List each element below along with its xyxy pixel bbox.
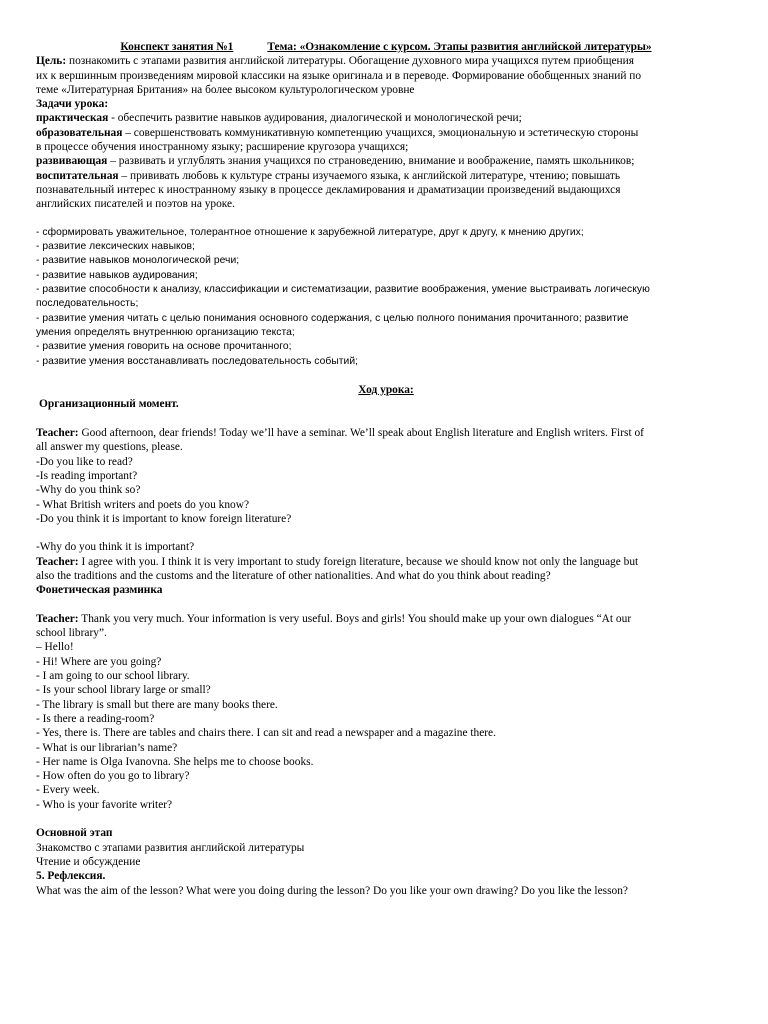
list-item: последовательность; xyxy=(36,298,139,310)
list-item: - развитие умения читать с целью понимания основного содержания, с целью полного понимания прочитанного; развитие xyxy=(36,312,629,324)
list-item: - развитие умения говорить на основе прочитанного; xyxy=(36,341,292,353)
document-title xyxy=(36,40,736,54)
list-item: - развитие навыков аудирования; xyxy=(36,269,198,281)
teacher-greeting: Teacher: Good afternoon, dear friends! Today we’ll have a seminar. We’ll speak about English literature and English writers. First of xyxy=(36,427,644,440)
main-stage-line: Чтение и обсуждение xyxy=(36,855,141,868)
dialogue-line: - Every week. xyxy=(36,784,100,797)
dialogue-line: - Who is your favorite writer? xyxy=(36,798,173,811)
task-developing: развивающая – развивать и углублять знания учащихся по страноведению, внимание и воображение, память школьников; xyxy=(36,155,635,168)
lesson-number: Конспект занятия №1 xyxy=(120,41,234,53)
list-item: - развитие умения восстанавливать последовательность событий; xyxy=(36,355,359,367)
teacher-dialogue-task: Teacher: Thank you very much. Your information is very useful. Boys and girls! You should make up your own dialogues “At our xyxy=(36,612,632,625)
org-moment-heading: Организационный момент. xyxy=(39,398,179,411)
phonetic-warmup-heading: Фонетическая разминка xyxy=(36,584,163,597)
question-item: -Why do you think it is important? xyxy=(36,541,195,554)
list-item: - развитие способности к анализу, классификации и систематизации, развитие воображения, умение выстраивать логическую xyxy=(36,284,650,296)
question-item: -Do you like to read? xyxy=(36,455,133,468)
list-item: - развитие лексических навыков; xyxy=(36,241,195,253)
list-item: - развитие навыков монологической речи; xyxy=(36,255,240,267)
dialogue-line: - Yes, there is. There are tables and chairs there. I can sit and read a newspaper and a magazine there. xyxy=(36,727,496,740)
goal-line-2: их к вершинным произведениям мировой классики на языке оригинала и в переводе. Формирование обобщенных знаний по xyxy=(36,69,642,82)
lesson-course-heading: Ход урока: xyxy=(358,384,414,397)
task-educational-cont: в процессе обучения иностранному языку; расширение кругозора учащихся; xyxy=(36,141,409,154)
teacher-label: Teacher: xyxy=(36,427,79,440)
main-stage-line: Знакомство с этапами развития английской литературы xyxy=(36,841,305,854)
dialogue-line: - Her name is Olga Ivanovna. She helps me to choose books. xyxy=(36,755,314,768)
question-item: -Do you think it is important to know foreign literature? xyxy=(36,512,292,525)
teacher-reply-cont: also the traditions and the customs and the literature of other nationalities. And what do you think about reading? xyxy=(36,569,551,582)
goal-line-3: теме «Литературная Британия» на более высоком культурологическом уровне xyxy=(36,83,415,96)
task-upbringing-cont-2: английских писателей и поэтов на уроке. xyxy=(36,198,235,211)
question-item: - What British writers and poets do you know? xyxy=(36,498,250,511)
dialogue-line: – Hello! xyxy=(36,641,74,654)
dialogue-line: - How often do you go to library? xyxy=(36,770,190,783)
task-educational: образовательная – совершенствовать коммуникативную компетенцию учащихся, эмоциональную и эстетическую стороны xyxy=(36,126,639,139)
teacher-reply: Teacher: I agree with you. I think it is very important to study foreign literature, because we should know not only the language but xyxy=(36,555,639,568)
dialogue-line: - What is our librarian’s name? xyxy=(36,741,178,754)
dialogue-line: - Hi! Where are you going? xyxy=(36,655,162,668)
tasks-heading: Задачи урока: xyxy=(36,98,109,111)
task-practical: практическая - обеспечить развитие навыков аудирования, диалогической и монологической речи; xyxy=(36,112,522,125)
lesson-topic: Тема: «Ознакомление с курсом. Этапы развития английской литературы» xyxy=(267,41,652,53)
teacher-label: Teacher: xyxy=(36,612,79,625)
reflection-text: What was the aim of the lesson? What were you doing during the lesson? Do you like your own drawing? Do you like the lesson? xyxy=(36,884,628,897)
list-item: - сформировать уважительное, толерантное отношение к зарубежной литературе, друг к другу, к мнению других; xyxy=(36,226,584,238)
skills-list xyxy=(36,226,736,369)
lesson-plan-document xyxy=(36,40,736,898)
teacher-greeting-cont: all answer my questions, please. xyxy=(36,441,183,454)
teacher-label: Teacher: xyxy=(36,555,79,568)
dialogue xyxy=(36,640,736,812)
dialogue-line: - Is your school library large or small? xyxy=(36,684,211,697)
question-item: -Is reading important? xyxy=(36,469,138,482)
dialogue-line: - Is there a reading-room? xyxy=(36,712,155,725)
main-stage-heading: Основной этап xyxy=(36,827,113,840)
reflection-heading: 5. Рефлексия. xyxy=(36,870,106,883)
dialogue-line: - The library is small but there are many books there. xyxy=(36,698,278,711)
task-upbringing: воспитательная – прививать любовь к культуре страны изучаемого языка, к английской литературе, чтению; повышать xyxy=(36,169,621,182)
goal-label: Цель: xyxy=(36,55,67,68)
task-upbringing-cont-1: познавательный интерес к иностранному языку в процессе декламирования и драматизации произведений выдающихся xyxy=(36,183,621,196)
dialogue-line: - I am going to our school library. xyxy=(36,670,190,683)
goal-line-1: Цель: познакомить с этапами развития английской литературы. Обогащение духовного мира учащихся путем приобщения xyxy=(36,55,634,68)
teacher-dialogue-task-cont: school library”. xyxy=(36,627,107,640)
question-item: -Why do you think so? xyxy=(36,484,141,497)
list-item: умения определять внутреннюю организацию текста; xyxy=(36,326,295,338)
